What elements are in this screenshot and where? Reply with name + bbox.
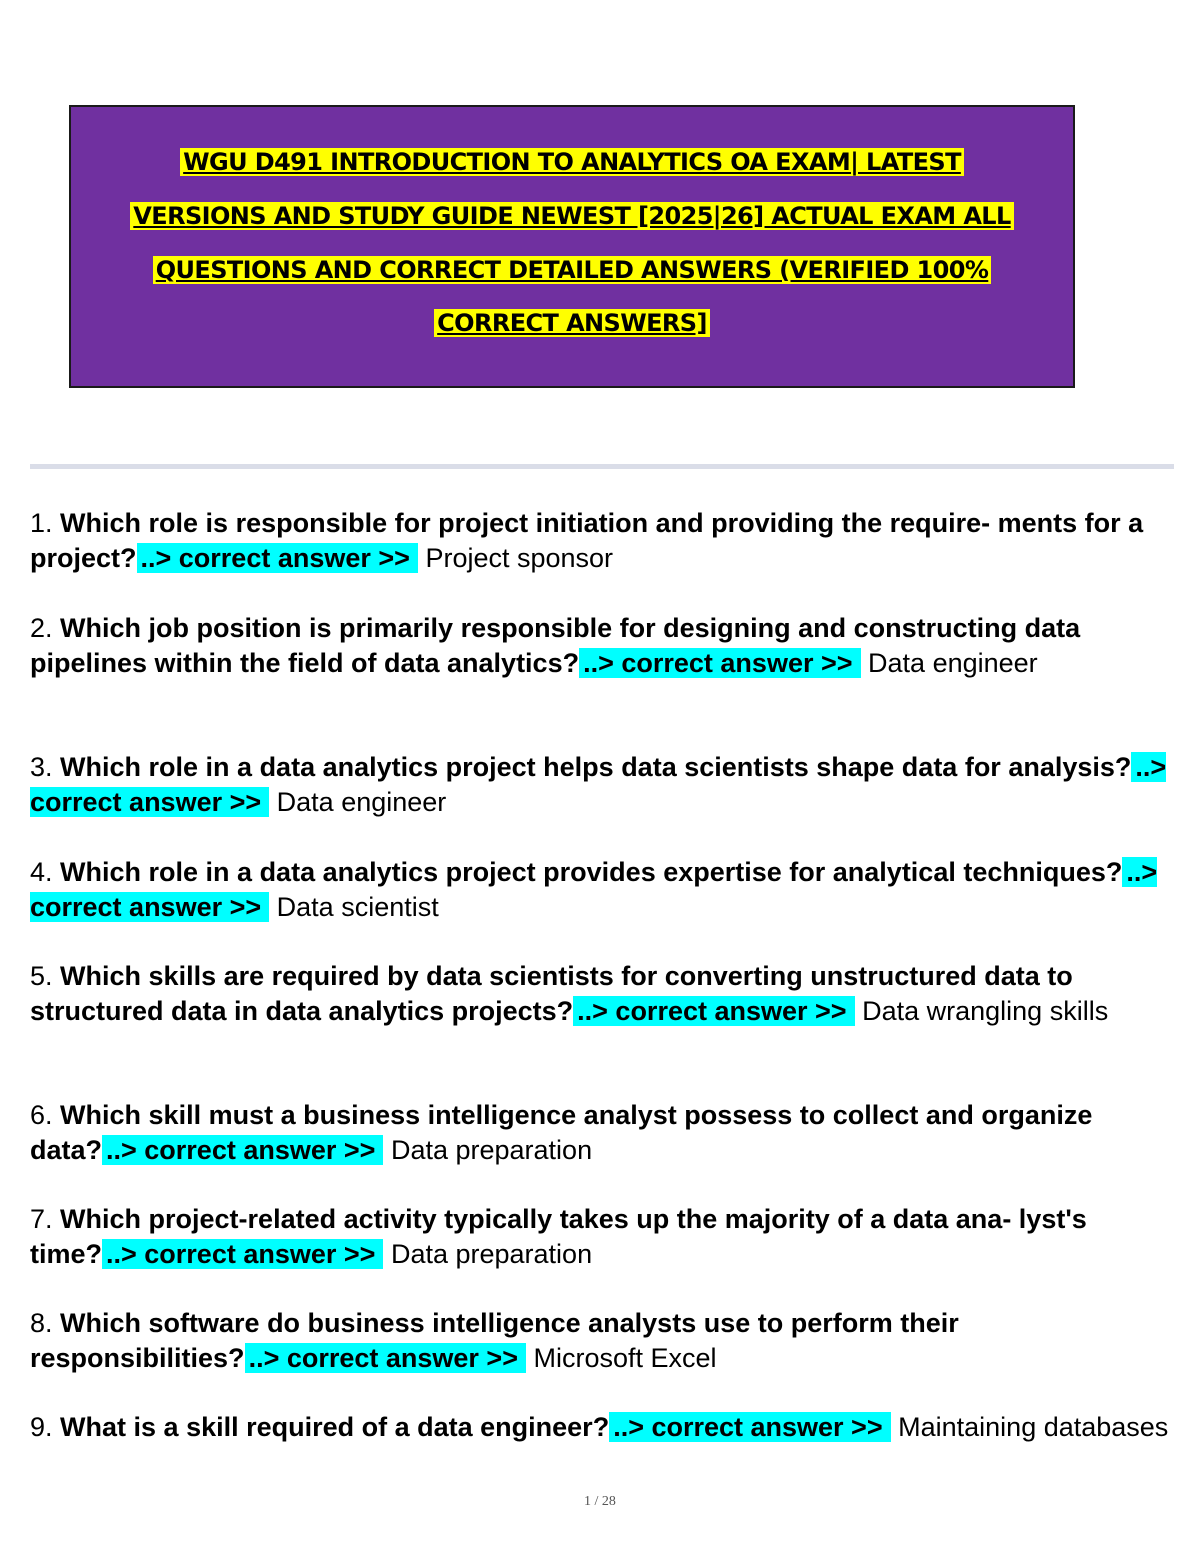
correct-answer-marker: ..> correct answer >>: [137, 543, 418, 573]
correct-answer-marker: ..> correct answer >>: [573, 996, 854, 1026]
section-divider: [30, 464, 1174, 469]
title-line-1: WGU D491 INTRODUCTION TO ANALYTICS OA EXAM| LATEST: [71, 145, 1073, 179]
answer-text: Data engineer: [868, 648, 1038, 678]
title-line-3: QUESTIONS AND CORRECT DETAILED ANSWERS (VERIFIED 100%: [71, 253, 1073, 287]
question-item-2: 2. Which job position is primarily responsible for designing and constructing data pipelines within the field of data analytics? ..> correct answer >> Data engineer: [30, 613, 1081, 678]
question-item-3: 3. Which role in a data analytics project helps data scientists shape data for analysis? ..> correct answer >> Data engineer: [30, 752, 1167, 817]
question-item-5: 5. Which skills are required by data scientists for converting unstructured data to structured data in data analytics projects? ..> correct answer >> Data wrangling skills: [30, 961, 1109, 1026]
answer-text: Data preparation: [390, 1135, 593, 1165]
question-item-9: 9. What is a skill required of a data engineer? ..> correct answer >> Maintaining databases: [30, 1412, 1169, 1442]
correct-answer-marker: ..> correct answer >>: [102, 1135, 383, 1165]
question-text: Which project-related activity typically takes up the majority of a data ana- lyst's time?: [30, 1204, 1087, 1269]
question-item-6: 6. Which skill must a business intelligence analyst possess to collect and organize data? ..> correct answer >> Data preparation: [30, 1100, 1093, 1165]
correct-answer-marker: ..> correct answer >>: [30, 857, 1158, 922]
question-text: Which job position is primarily responsible for designing and constructing data pipelines within the field of data analytics?: [30, 613, 1081, 678]
correct-answer-marker: ..> correct answer >>: [579, 648, 860, 678]
title-banner: [69, 105, 1075, 388]
question-text: What is a skill required of a data engineer?: [60, 1412, 610, 1442]
answer-text: Data preparation: [390, 1239, 593, 1269]
title-line-4: CORRECT ANSWERS]: [71, 306, 1073, 340]
question-item-4: 4. Which role in a data analytics project provides expertise for analytical techniques? ..> correct answer >> Data scientist: [30, 857, 1158, 922]
question-item-7: 7. Which project-related activity typically takes up the majority of a data ana- lyst's time? ..> correct answer >> Data preparation: [30, 1204, 1087, 1269]
title-line-2: VERSIONS AND STUDY GUIDE NEWEST [2025|26] ACTUAL EXAM ALL: [71, 199, 1073, 233]
question-text: Which skill must a business intelligence analyst possess to collect and organize data?: [30, 1100, 1093, 1165]
correct-answer-marker: ..> correct answer >>: [609, 1412, 890, 1442]
question-text: Which role in a data analytics project helps data scientists shape data for analysis?: [60, 752, 1132, 782]
answer-text: Project sponsor: [425, 543, 614, 573]
answer-text: Microsoft Excel: [533, 1343, 717, 1373]
answer-text: Data scientist: [276, 892, 439, 922]
question-text: Which role in a data analytics project provides expertise for analytical techniques?: [60, 857, 1123, 887]
correct-answer-marker: ..> correct answer >>: [102, 1239, 383, 1269]
answer-text: Data engineer: [276, 787, 447, 817]
correct-answer-marker: ..> correct answer >>: [245, 1343, 526, 1373]
question-text: Which role is responsible for project initiation and providing the require- ments for a project?: [30, 508, 1144, 573]
question-text: Which software do business intelligence analysts use to perform their responsibilities?: [30, 1308, 959, 1373]
answer-text: Data wrangling skills: [862, 996, 1109, 1026]
question-item-1: 1. Which role is responsible for project initiation and providing the require- ments for a project? ..> correct answer >> Project sponsor: [30, 508, 1144, 573]
correct-answer-marker: ..> correct answer >>: [30, 752, 1167, 817]
question-text: Which skills are required by data scientists for converting unstructured data to structured data in data analytics projects?: [30, 961, 1073, 1026]
question-item-8: 8. Which software do business intelligence analysts use to perform their responsibilities? ..> correct answer >> Microsoft Excel: [30, 1308, 959, 1373]
answer-text: Maintaining databases: [898, 1412, 1169, 1442]
page-number: 1 / 28: [584, 1494, 616, 1509]
